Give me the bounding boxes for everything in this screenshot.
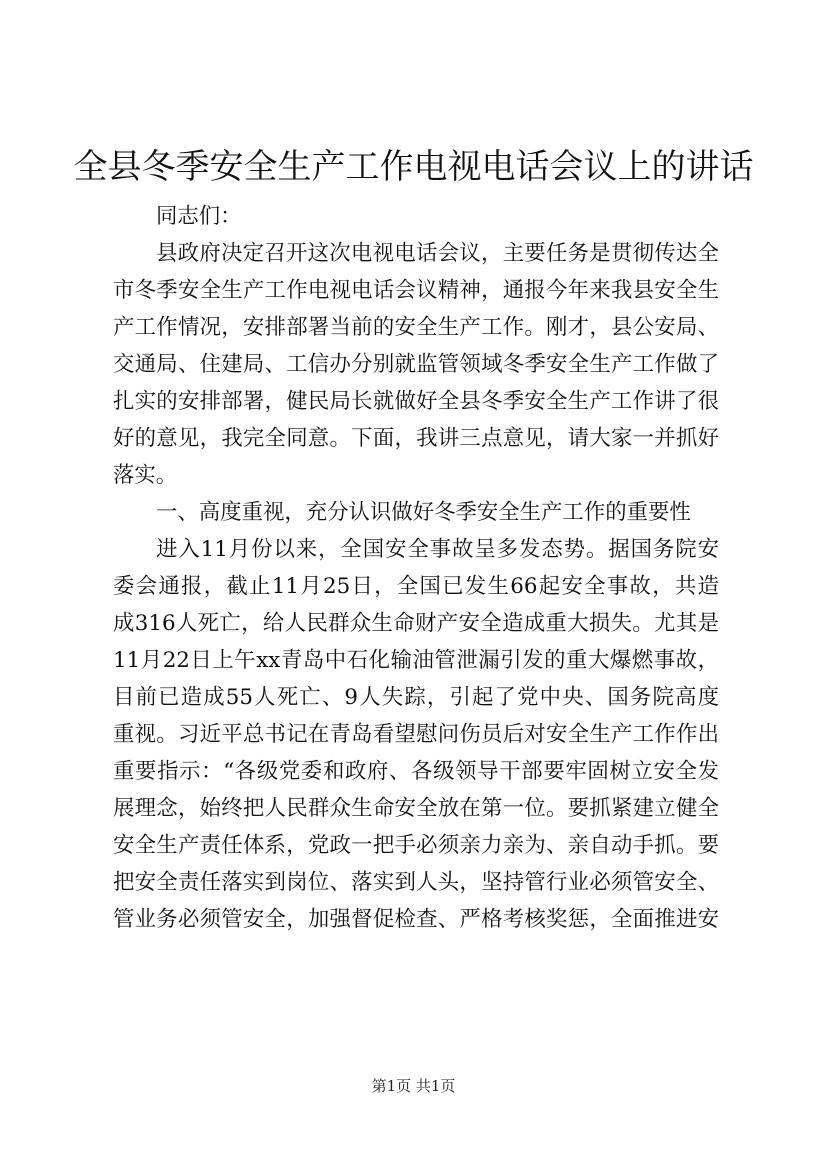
paragraph-line: 管业务必须管安全，加强督促检查、严格考核奖惩，全面推进安: [113, 907, 719, 932]
document-body: [113, 198, 719, 938]
paragraph-line: 重视。习近平总书记在青岛看望慰问伤员后对安全生产工作作出: [113, 722, 719, 747]
page-number: 第1页 共1页: [371, 1077, 456, 1095]
salutation: 同志们：: [156, 204, 242, 229]
paragraph-line: 进入11月份以来，全国安全事故呈多发态势。据国务院安: [156, 537, 719, 562]
section-heading: 一、高度重视，充分认识做好冬季安全生产工作的重要性: [156, 500, 691, 525]
paragraph-line: 目前已造成55人死亡、9人失踪，引起了党中央、国务院高度: [113, 685, 719, 710]
paragraph-line: 扎实的安排部署，健民局长就做好全县冬季安全生产工作讲了很: [113, 389, 719, 414]
paragraph-line: 成316人死亡，给人民群众生命财产安全造成重大损失。尤其是: [113, 611, 719, 636]
paragraph-line: 委会通报，截止11月25日，全国已发生66起安全事故，共造: [113, 574, 719, 599]
paragraph-line: 交通局、住建局、工信办分别就监管领域冬季安全生产工作做了: [113, 352, 719, 377]
paragraph-line: 11月22日上午xx青岛中石化输油管泄漏引发的重大爆燃事故，: [113, 648, 719, 673]
paragraph-line: 展理念，始终把人民群众生命安全放在第一位。要抓紧建立健全: [113, 796, 719, 821]
document-title: 全县冬季安全生产工作电视电话会议上的讲话: [73, 147, 754, 187]
paragraph-line: 市冬季安全生产工作电视电话会议精神，通报今年来我县安全生: [113, 278, 719, 303]
paragraph-line: 落实。: [113, 463, 178, 488]
paragraph-line: 安全生产责任体系，党政一把手必须亲力亲为、亲自动手抓。要: [113, 833, 719, 858]
paragraph-line: 重要指示：“各级党委和政府、各级领导干部要牢固树立安全发: [113, 759, 719, 784]
paragraph-line: 把安全责任落实到岗位、落实到人头，坚持管行业必须管安全、: [113, 870, 719, 895]
paragraph-line: 产工作情况，安排部署当前的安全生产工作。刚才，县公安局、: [113, 315, 719, 340]
paragraph-line: 县政府决定召开这次电视电话会议，主要任务是贯彻传达全: [156, 241, 719, 266]
paragraph-line: 好的意见，我完全同意。下面，我讲三点意见，请大家一并抓好: [113, 426, 719, 451]
